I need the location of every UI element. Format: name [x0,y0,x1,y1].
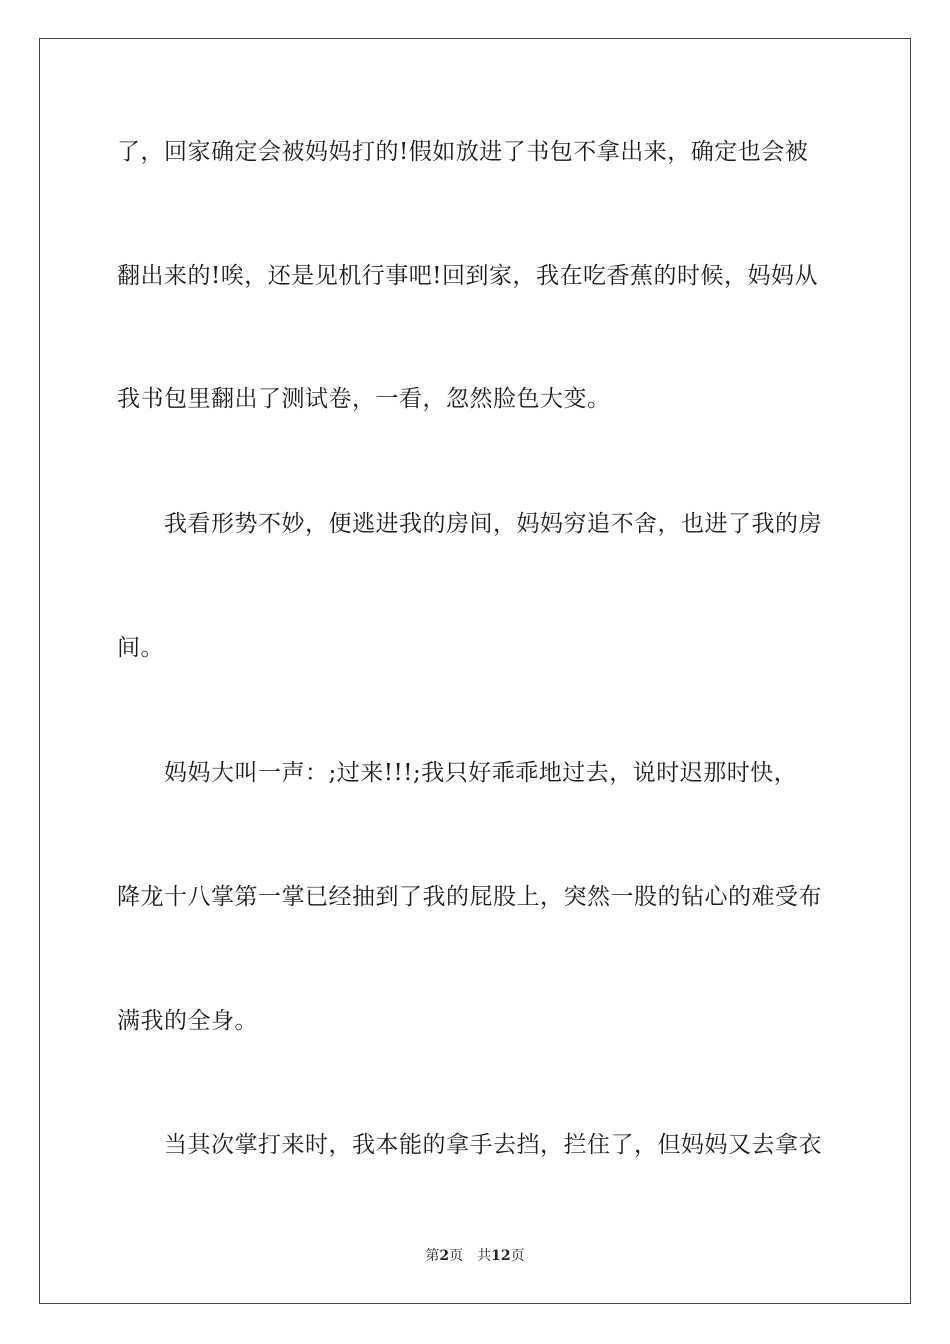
total-pages-number: 12 [491,1248,511,1264]
body-line-7: 降龙十八掌第一掌已经抽到了我的屁股上，突然一股的钻心的难受布 [117,884,822,910]
body-line-3: 我书包里翻出了测试卷，一看，忽然脸色大变。 [117,386,611,412]
total-suffix: 页 [510,1248,525,1264]
body-line-4: 我看形势不妙，便逃进我的房间，妈妈穷追不舍，也进了我的房 [164,511,822,537]
page-frame [39,38,911,1304]
body-line-1: 了，回家确定会被妈妈打的!假如放进了书包不拿出来，确定也会被 [117,139,809,165]
body-line-6: 妈妈大叫一声：;过来!!!;我只好乖乖地过去，说时迟那时快， [164,760,798,786]
total-prefix: 共 [477,1248,492,1264]
page-suffix: 页 [449,1248,464,1264]
body-line-8: 满我的全身。 [117,1008,258,1034]
page-prefix: 第 [425,1248,440,1264]
body-line-5: 间。 [117,635,164,661]
page-footer [0,1247,950,1265]
body-line-9: 当其次掌打来时，我本能的拿手去挡，拦住了，但妈妈又去拿衣 [164,1132,822,1158]
current-page-number: 2 [439,1248,450,1264]
body-line-2: 翻出来的!唉，还是见机行事吧!回到家，我在吃香蕉的时候，妈妈从 [117,263,818,289]
